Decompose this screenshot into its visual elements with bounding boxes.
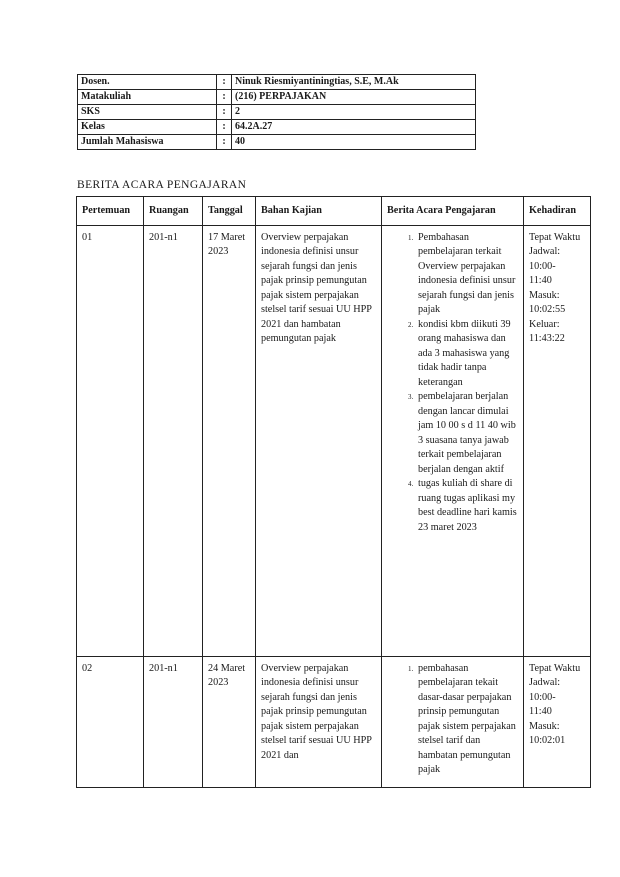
info-value: 2	[232, 105, 476, 120]
info-separator: :	[217, 90, 232, 105]
header-pertemuan: Pertemuan	[77, 197, 144, 226]
header-tanggal: Tanggal	[203, 197, 256, 226]
info-row-kelas	[78, 120, 476, 135]
kehadiran-line: Keluar:	[529, 318, 560, 330]
kehadiran-line: 11:43:22	[529, 333, 565, 344]
info-value: 64.2A.27	[232, 120, 476, 135]
course-info-table	[77, 74, 476, 150]
info-label: Matakuliah	[78, 90, 217, 105]
info-separator: :	[217, 105, 232, 120]
info-row-matakuliah	[78, 90, 476, 105]
info-separator: :	[217, 75, 232, 90]
cell-kehadiran	[524, 225, 591, 656]
table-header-row	[77, 197, 591, 226]
info-value: (216) PERPAJAKAN	[232, 90, 476, 105]
header-berita-acara: Berita Acara Pengajaran	[382, 197, 524, 226]
info-value: Ninuk Riesmiyantiningtias, S.E, M.Ak	[232, 75, 476, 90]
cell-tanggal: 24 Maret 2023	[203, 656, 256, 787]
list-item: 4. tugas kuliah di share di ruang tugas aplikasi my best deadline hari kamis 23 maret 2023	[415, 477, 518, 535]
cell-bahan-kajian: Overview perpajakan indonesia definisi unsur sejarah fungsi dan jenis pajak prinsip pemungutan pajak sistem perpajakan stelsel tarif sesuai UU HPP 2021 dan hambatan pemungutan pajak	[256, 225, 382, 656]
cell-kehadiran	[524, 656, 591, 787]
teaching-record-table	[76, 196, 591, 788]
list-item: 3. pembelajaran berjalan dengan lancar dimulai jam 10 00 s d 11 40 wib 3 suasana tanya jawab terkait pembelajaran berjalan dengan aktif	[415, 390, 518, 477]
list-item: 2. kondisi kbm diikuti 39 orang mahasiswa dan ada 3 mahasiswa yang tidak hadir tanpa keterangan	[415, 318, 518, 391]
table-row	[77, 225, 591, 656]
section-title: BERITA ACARA PENGAJARAN	[77, 179, 247, 191]
kehadiran-line: Tepat Waktu	[529, 231, 581, 243]
cell-ruangan: 201-n1	[144, 656, 203, 787]
berita-acara-list	[387, 231, 518, 536]
cell-tanggal: 17 Maret 2023	[203, 225, 256, 656]
kehadiran-line: 11:40	[529, 706, 552, 717]
kehadiran-line: 11:40	[529, 275, 552, 286]
cell-berita-acara	[382, 656, 524, 787]
cell-bahan-kajian: Overview perpajakan indonesia definisi unsur sejarah fungsi dan jenis pajak prinsip pemungutan pajak sistem perpajakan stelsel tarif sesuai UU HPP 2021 dan	[256, 656, 382, 787]
info-separator: :	[217, 120, 232, 135]
cell-pertemuan: 02	[77, 656, 144, 787]
info-value: 40	[232, 135, 476, 150]
list-item: 1. Pembahasan pembelajaran terkait Overview perpajakan indonesia definisi unsur sejarah fungsi dan jenis pajak	[415, 231, 518, 318]
kehadiran-line: 10:02:01	[529, 735, 566, 746]
kehadiran-line: Tepat Waktu	[529, 662, 581, 674]
kehadiran-line: Jadwal:	[529, 677, 561, 688]
cell-ruangan: 201-n1	[144, 225, 203, 656]
kehadiran-line: 10:00-	[529, 691, 556, 703]
kehadiran-line: Jadwal:	[529, 246, 561, 257]
header-ruangan: Ruangan	[144, 197, 203, 226]
info-label: Kelas	[78, 120, 217, 135]
info-label: Jumlah Mahasiswa	[78, 135, 217, 150]
kehadiran-line: Masuk:	[529, 720, 560, 732]
kehadiran-line: 10:02:55	[529, 304, 566, 315]
header-bahan-kajian: Bahan Kajian	[256, 197, 382, 226]
kehadiran-line: Masuk:	[529, 289, 560, 301]
table-row	[77, 656, 591, 787]
info-label: Dosen.	[78, 75, 217, 90]
info-row-dosen	[78, 75, 476, 90]
info-separator: :	[217, 135, 232, 150]
berita-acara-list	[387, 662, 518, 778]
header-kehadiran: Kehadiran	[524, 197, 591, 226]
cell-berita-acara	[382, 225, 524, 656]
kehadiran-line: 10:00-	[529, 260, 556, 272]
list-item: 1. pembahasan pembelajaran tekait dasar-dasar perpajakan prinsip pemungutan pajak sistem perpajakan stelsel tarif dan hambatan pemungutan pajak	[415, 662, 518, 778]
info-label: SKS	[78, 105, 217, 120]
info-row-sks	[78, 105, 476, 120]
info-row-jumlah-mahasiswa	[78, 135, 476, 150]
cell-pertemuan: 01	[77, 225, 144, 656]
